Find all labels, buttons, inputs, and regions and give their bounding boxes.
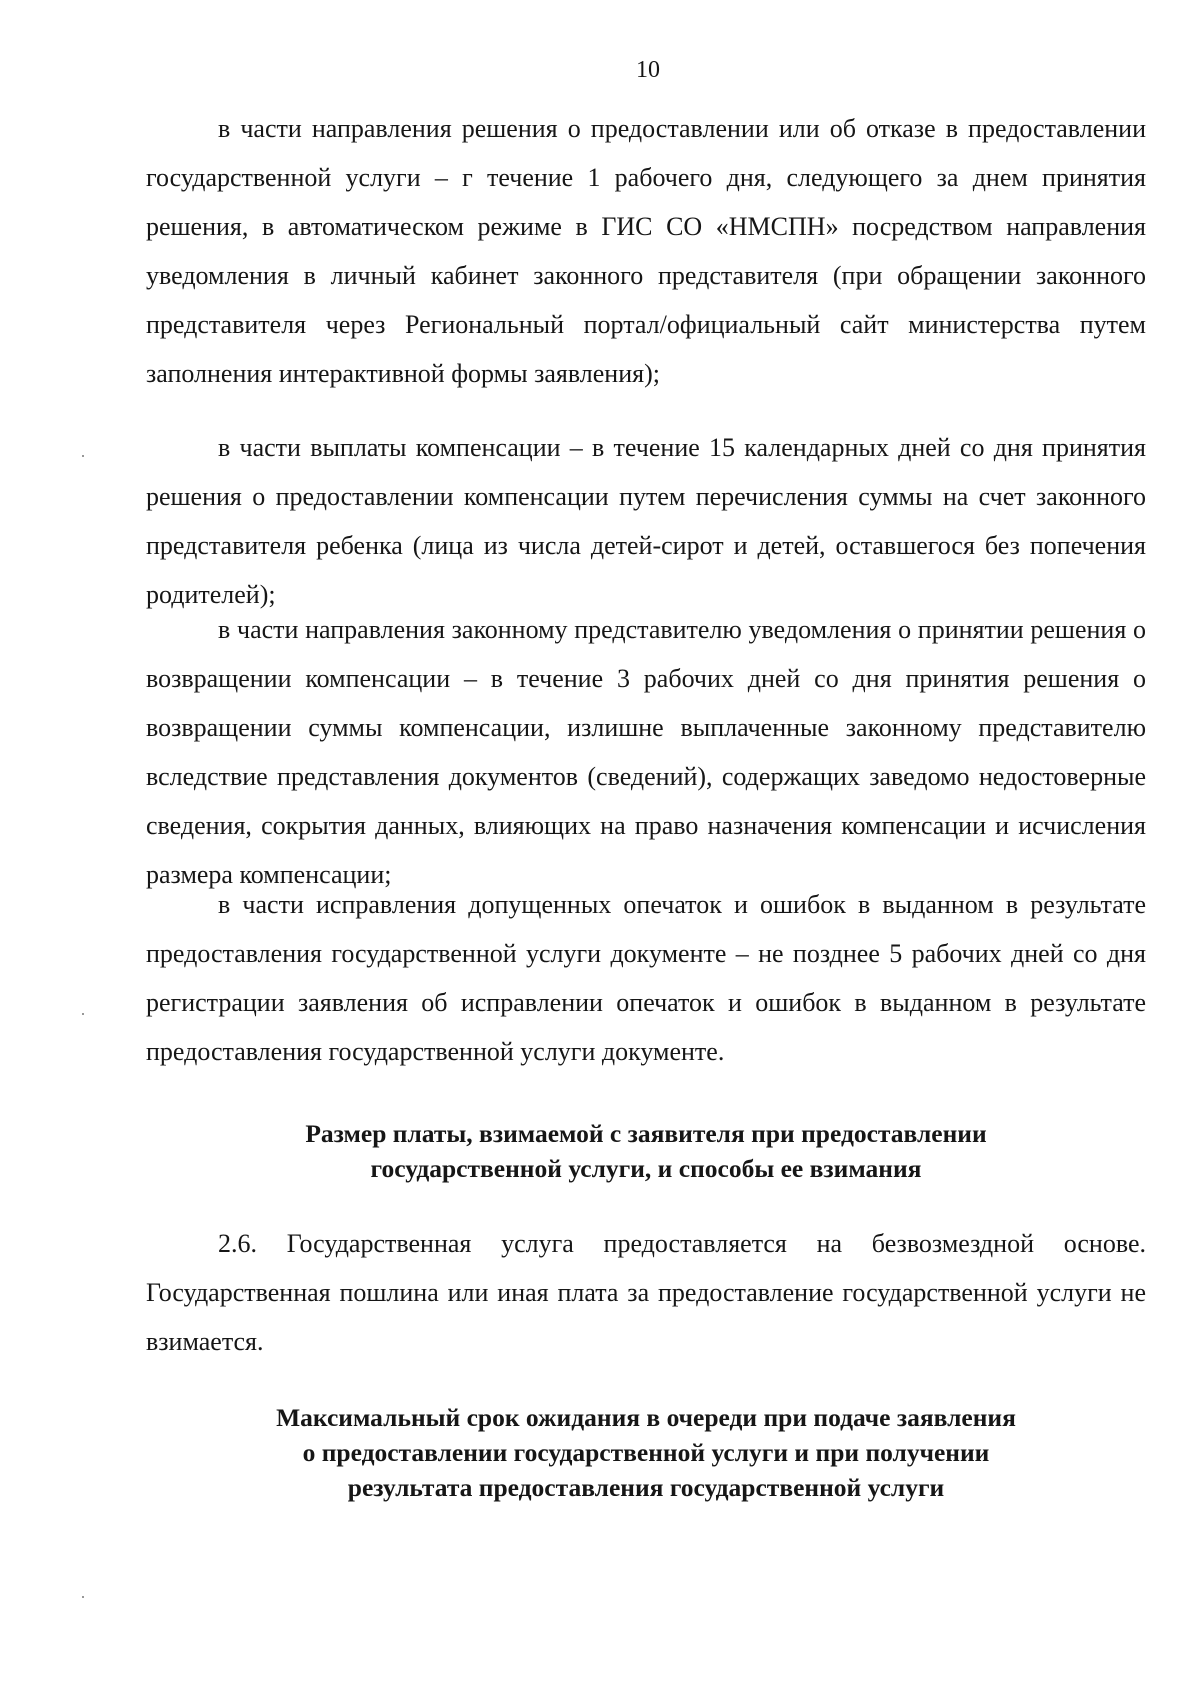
paragraph-compensation-return: в части направления законному представителю уведомления о принятии решения о возвращении компенсации – в течение 3 рабочих дней со дня принятия решения о возвращении суммы компенсации, излишне выплаченные законному представителю вследствие представления документов (сведений), содержащих заведомо недостоверные сведения, сокрытия данных, влияющих на право назначения компенсации и исчисления размера компенсации; xyxy=(146,615,1146,889)
paragraph-decision-notification: в части направления решения о предоставлении или об отказе в предоставлении государственной услуги – г течение 1 рабочего дня, следующего за днем принятия решения, в автоматическом режиме в ГИС СО «НМСПН» посредством направления уведомления в личный кабинет законного представителя (при обращении законного представителя через Региональный портал/официальный сайт министерства путем заполнения интерактивной формы заявления); xyxy=(146,114,1146,388)
section-heading-fee xyxy=(146,1116,1146,1186)
paragraph-fee: 2.6. Государственная услуга предоставляется на безвозмездной основе. Государственная пошлина или иная плата за предоставление государственной услуги не взимается. xyxy=(146,1229,1146,1356)
heading-line: Размер платы, взимаемой с заявителя при предоставлении xyxy=(305,1119,987,1148)
section-heading-queue xyxy=(146,1400,1146,1505)
heading-line: Максимальный срок ожидания в очереди при подаче заявления xyxy=(276,1403,1016,1432)
margin-mark xyxy=(82,455,84,457)
margin-mark xyxy=(82,1013,84,1015)
heading-line: государственной услуги, и способы ее взимания xyxy=(370,1154,922,1183)
heading-line: результата предоставления государственной услуги xyxy=(347,1473,945,1502)
paragraph-compensation-payment: в части выплаты компенсации – в течение 15 календарных дней со дня принятия решения о предоставлении компенсации путем перечисления суммы на счет законного представителя ребенка (лица из числа детей-сирот и детей, оставшегося без попечения родителей); xyxy=(146,433,1146,609)
margin-mark xyxy=(82,1596,84,1598)
paragraph-error-correction: в части исправления допущенных опечаток и ошибок в выданном в результате предоставления государственной услуги документе – не позднее 5 рабочих дней со дня регистрации заявления об исправлении опечаток и ошибок в выданном в результате предоставления государственной услуги документе. xyxy=(146,890,1146,1066)
heading-line: о предоставлении государственной услуги и при получении xyxy=(302,1438,990,1467)
page-number: 10 xyxy=(636,57,660,83)
